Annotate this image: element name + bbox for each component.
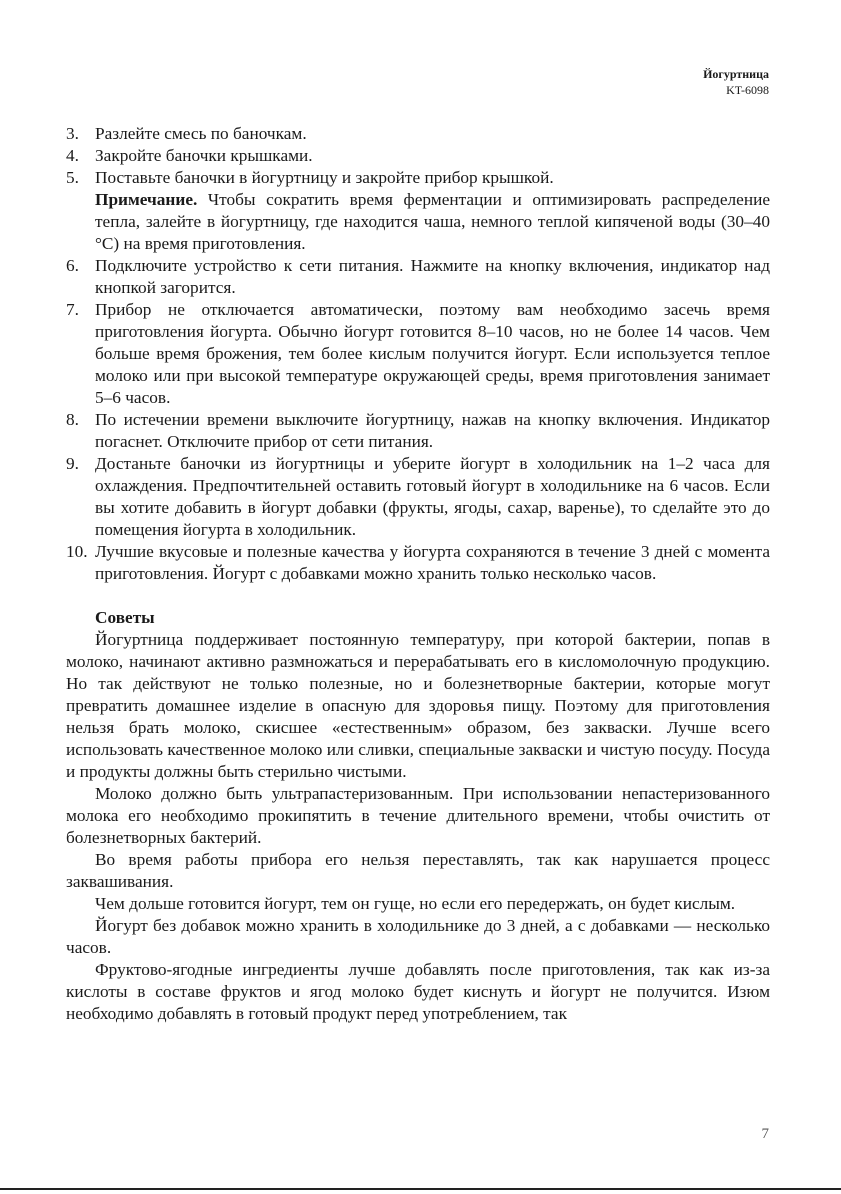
list-item (66, 123, 770, 145)
tips-heading: Советы (95, 608, 155, 627)
step-number: 3. (66, 124, 79, 143)
list-item (66, 167, 770, 255)
step-number: 4. (66, 146, 79, 165)
instruction-list (66, 123, 770, 585)
page-number: 7 (761, 1126, 769, 1142)
note-label: Примечание. (95, 190, 198, 209)
page-header (703, 66, 769, 98)
step-text: Разлейте смесь по баночкам. (95, 124, 307, 143)
list-item (66, 255, 770, 299)
note (95, 189, 770, 255)
document-body (66, 123, 770, 1025)
step-number: 5. (66, 168, 79, 187)
step-text: Подключите устройство к сети питания. Нажмите на кнопку включения, индикатор над кнопкой загорится. (95, 256, 770, 297)
step-number: 9. (66, 454, 79, 473)
model-number: KT-6098 (726, 83, 769, 97)
tips-paragraph: Чем дольше готовится йогурт, тем он гуще, но если его передержать, он будет кислым. (95, 894, 736, 913)
step-text: По истечении времени выключите йогуртницу, нажав на кнопку включения. Индикатор погаснет. Отключите прибор от сети питания. (95, 410, 770, 451)
list-item (66, 409, 770, 453)
step-text: Достаньте баночки из йогуртницы и уберите йогурт в холодильник на 1–2 часа для охлаждения. Предпочтительней оставить готовый йогурт в холодильнике на 6 часов. Если вы хотите добавить в йогурт добавки (фрукты, ягоды, сахар, варенье), то сделайте это до помещения йогурта в холодильник. (95, 454, 770, 539)
step-number: 8. (66, 410, 79, 429)
bottom-divider (0, 1188, 841, 1190)
tips-paragraph: Йогурт без добавок можно хранить в холодильнике до 3 дней, а с добавками — несколько часов. (66, 916, 770, 957)
list-item (66, 541, 770, 585)
list-item (66, 145, 770, 167)
step-text: Лучшие вкусовые и полезные качества у йогурта сохраняются в течение 3 дней с момента приготовления. Йогурт с добавками можно хранить только несколько часов. (95, 542, 770, 583)
step-number: 7. (66, 300, 79, 319)
tips-paragraph: Во время работы прибора его нельзя переставлять, так как нарушается процесс заквашивания. (66, 850, 770, 891)
tips-paragraph: Фруктово-ягодные ингредиенты лучше добавлять после приготовления, так как из-за кислоты в составе фруктов и ягод молоко будет киснуть и йогурт не получится. Изюм необходимо добавлять в готовый продукт перед употреблением, так (66, 960, 770, 1023)
step-text: Закройте баночки крышками. (95, 146, 313, 165)
step-text: Прибор не отключается автоматически, поэтому вам необходимо засечь время приготовления йогурта. Обычно йогурт готовится 8–10 часов, но не более 14 часов. Чем больше время брожения, тем более кислым получится йогурт. Если используется теплое молоко или при высокой температуре окружающей среды, время приготовления занимает 5–6 часов. (95, 300, 770, 407)
tips-paragraph: Йогуртница поддерживает постоянную температуру, при которой бактерии, попав в молоко, начинают активно размножаться и перерабатывать его в кисломолочную продукцию. Но так действуют не только полезные, но и болезнетворные бактерии, которые могут превратить домашнее изделие в опасную для здоровья пищу. Поэтому для приготовления нельзя брать молоко, скисшее «естественным» образом, без закваски. Лучше всего использовать качественное молоко или сливки, специальные закваски и чистую посуду. Посуда и продукты должны быть стерильно чистыми. (66, 630, 770, 781)
step-number: 10. (66, 542, 88, 561)
product-title: Йогуртница (703, 67, 769, 81)
list-item (66, 453, 770, 541)
tips-paragraph: Молоко должно быть ультрапастеризованным. При использовании непастеризованного молока его необходимо прокипятить в течение длительного времени, чтобы очистить от болезнетворных бактерий. (66, 784, 770, 847)
list-item (66, 299, 770, 409)
note-text: Чтобы сократить время ферментации и оптимизировать распределение тепла, залейте в йогуртницу, где находится чаша, немного теплой кипяченой воды (30–40 °C) на время приготовления. (95, 190, 770, 253)
step-number: 6. (66, 256, 79, 275)
step-text: Поставьте баночки в йогуртницу и закройте прибор крышкой. (95, 168, 554, 187)
